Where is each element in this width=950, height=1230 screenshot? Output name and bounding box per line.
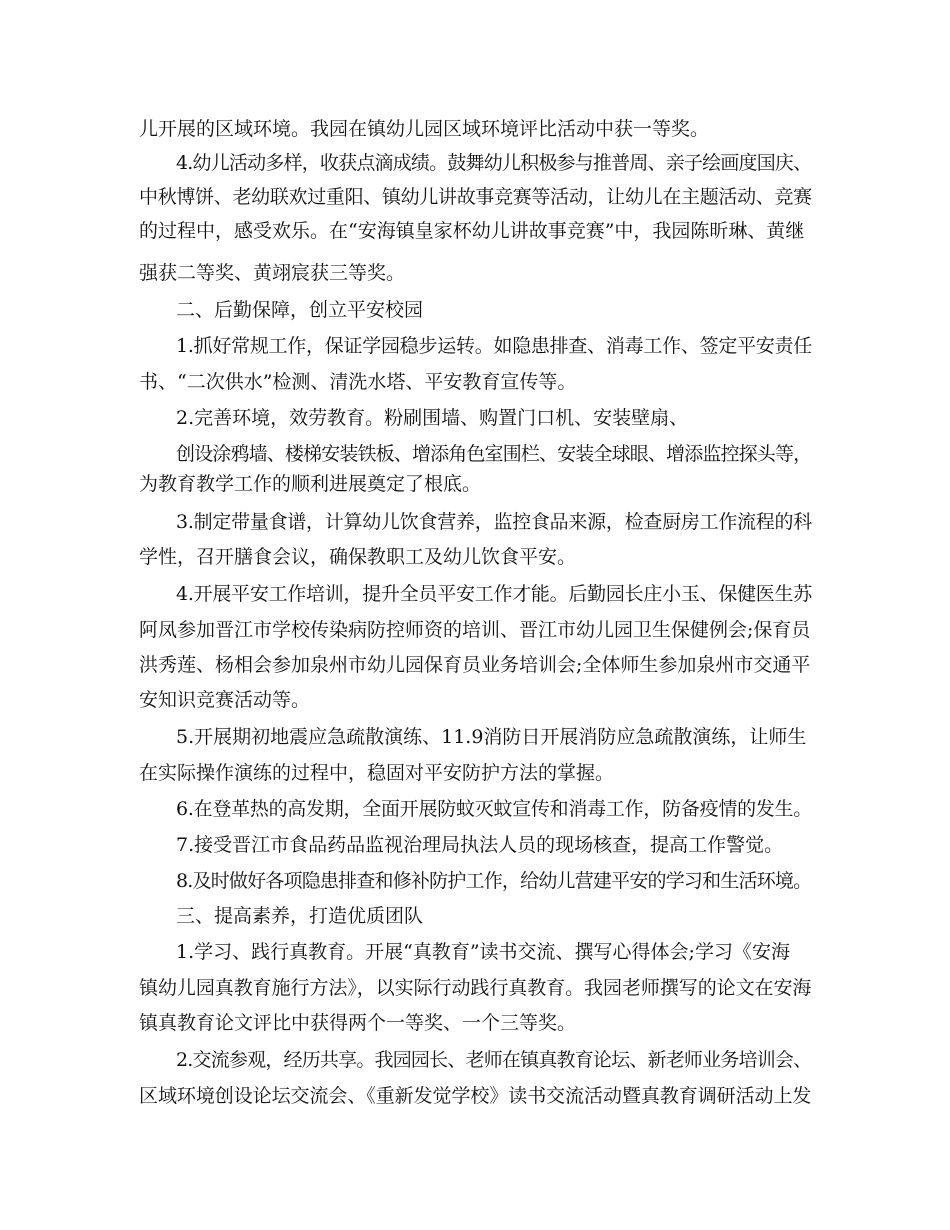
section-heading: 二、后勤保障，创立平安校园 [176, 299, 424, 321]
text-line: 强获二等奖、黄翊宸获三等奖。 [139, 262, 406, 284]
text-line: 2.完善环境，效劳教育。粉刷围墙、购置门口机、安装壁扇、 [176, 407, 689, 429]
text-line: 创设涂鸦墙、楼梯安装铁板、增添角色室围栏、安装全球眼、增添监控探头等， [176, 443, 812, 465]
text-line: 8.及时做好各项隐患排查和修补防护工作，给幼儿营建平安的学习和生活环境。 [176, 870, 812, 892]
text-line: 的过程中，感受欢乐。在“安海镇皇家杯幼儿讲故事竞赛”中，我园陈昕琳、黄继 [139, 220, 805, 242]
text-line: 书、“二次供水”检测、清洗水塔、平安教育宣传等。 [139, 371, 577, 393]
text-line: 镇真教育论文评比中获得两个一等奖、一个三等奖。 [139, 1012, 577, 1034]
text-line: 7.接受晋江市食品药品监视治理局执法人员的现场核查，提高工作警觉。 [176, 834, 784, 856]
text-line: 1.抓好常规工作，保证学园稳步运转。如隐患排查、消毒工作、签定平安责任 [176, 335, 813, 357]
text-line: 在实际操作演练的过程中，稳固对平安防护方法的掌握。 [139, 762, 615, 784]
text-line: 区域环境创设论坛交流会、《重新发觉学校》读书交流活动暨真教育调研活动上发 [139, 1085, 812, 1107]
text-line: 2.交流参观，经历共享。我园园长、老师在镇真教育论坛、新老师业务培训会、 [176, 1049, 812, 1071]
text-line: 学性，召开膳食会议，确保教职工及幼儿饮食平安。 [139, 546, 577, 568]
text-line: 为教育教学工作的顺利进展奠定了根底。 [139, 473, 482, 495]
text-line: 5.开展期初地震应急疏散演练、11.9消防日开展消防应急疏散演练，让师生 [176, 726, 807, 748]
text-line: 6.在登革热的高发期，全面开展防蚊灭蚊宣传和消毒工作，防备疫情的发生。 [176, 798, 813, 820]
text-line: 中秋博饼、老幼联欢过重阳、镇幼儿讲故事竞赛等活动，让幼儿在主题活动、竞赛 [139, 186, 812, 208]
text-line: 1.学习、践行真教育。开展“真教育”读书交流、撰写心得体会;学习《安海 [176, 941, 790, 963]
text-line: 儿开展的区域环境。我园在镇幼儿园区域环境评比活动中获一等奖。 [139, 118, 710, 140]
text-line: 4.幼儿活动多样，收获点滴成绩。鼓舞幼儿积极参与推普周、亲子绘画度国庆、 [176, 152, 812, 174]
text-line: 镇幼儿园真教育施行方法》，以实际行动践行真教育。我园老师撰写的论文在安海 [139, 977, 812, 999]
text-line: 洪秀莲、杨相会参加泉州市幼儿园保育员业务培训会;全体师生参加泉州市交通平 [139, 654, 811, 676]
text-line: 3.制定带量食谱，计算幼儿饮食营养，监控食品来源，检查厨房工作流程的科 [176, 511, 813, 533]
text-line: 4.开展平安工作培训，提升全员平安工作才能。后勤园长庄小玉、保健医生苏 [176, 583, 813, 605]
text-line: 安知识竞赛活动等。 [139, 689, 311, 711]
text-line: 阿凤参加晋江市学校传染病防控师资的培训、晋江市幼儿园卫生保健例会;保育员 [139, 619, 811, 641]
section-heading: 三、提高素养，打造优质团队 [176, 905, 424, 927]
